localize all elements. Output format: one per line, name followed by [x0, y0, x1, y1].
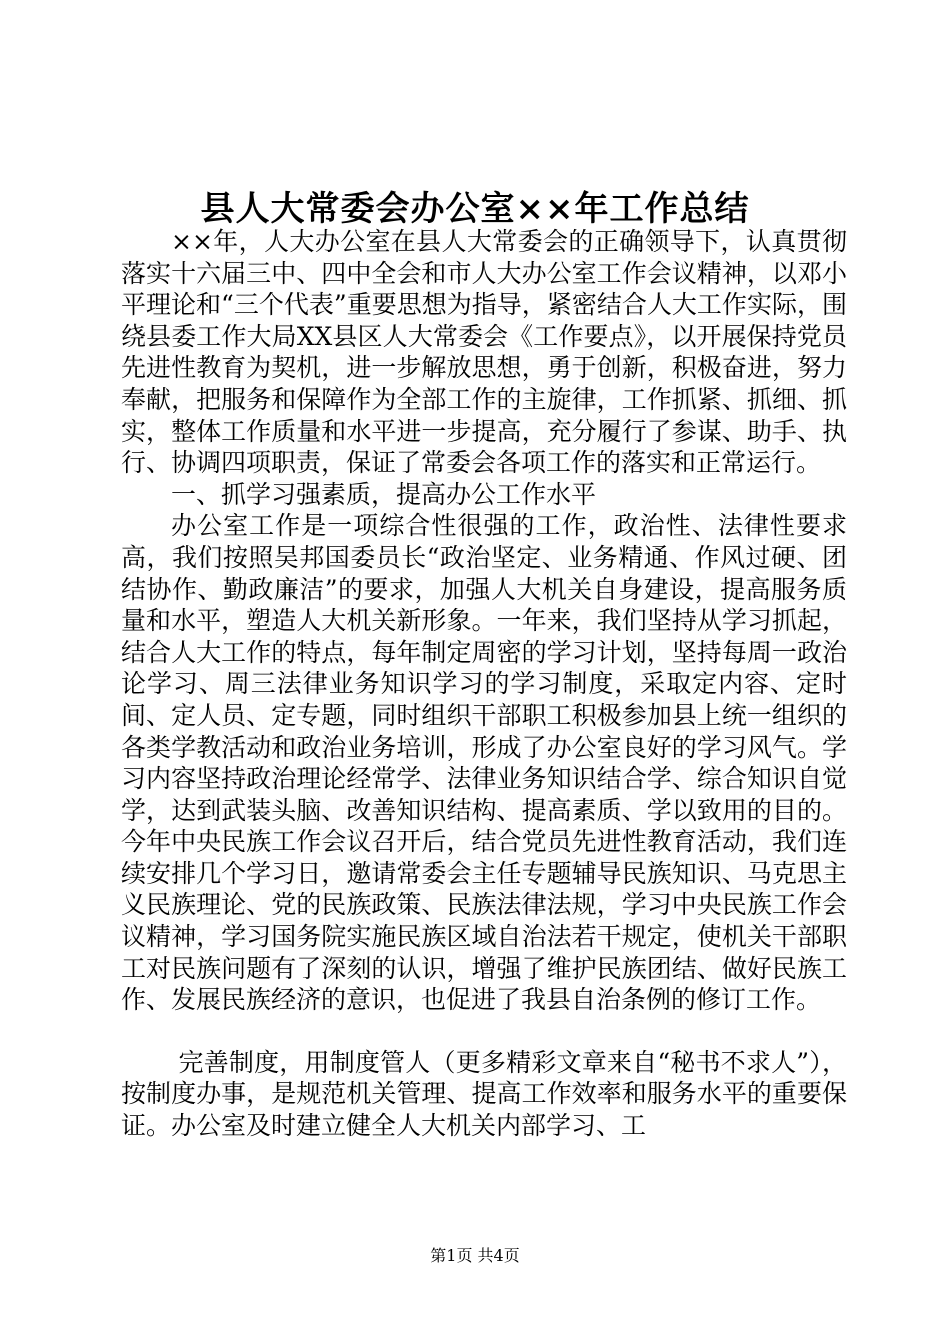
- paragraph-intro: ××年，人大办公室在县人大常委会的正确领导下，认真贯彻落实十六届三中、四中全会和市人大办公室工作会议精神，以邓小平理论和“三个代表”重要思想为指导，紧密结合人大工作实际，围绕县委工作大局XX县区人大常委会《工作要点》，以开展保持党员先进性教育为契机，进一步解放思想，勇于创新，积极奋进，努力奉献，把服务和保障作为全部工作的主旋律，工作抓紧、抓细、抓实，整体工作质量和水平进一步提高，充分履行了参谋、助手、执行、协调四项职责，保证了常委会各项工作的落实和正常运行。: [121, 227, 847, 478]
- document-title: 县人大常委会办公室××年工作总结: [200, 189, 750, 229]
- page-number-footer: 第1页 共4页: [430, 1246, 520, 1265]
- paragraph-system: 完善制度，用制度管人（更多精彩文章来自“秘书不求人”），按制度办事，是规范机关管理、提高工作效率和服务水平的重要保证。办公室及时建立健全人大机关内部学习、工: [121, 1047, 847, 1141]
- section-heading: 一、抓学习强素质，提高办公工作水平: [171, 479, 597, 509]
- paragraph-study: 办公室工作是一项综合性很强的工作，政治性、法律性要求高，我们按照吴邦国委员长“政治坚定、业务精通、作风过硬、团结协作、勤政廉洁”的要求，加强人大机关自身建设，提高服务质量和水平，塑造人大机关新形象。一年来，我们坚持从学习抓起，结合人大工作的特点，每年制定周密的学习计划，坚持每周一政治论学习、周三法律业务知识学习的学习制度，采取定内容、定时间、定人员、定专题，同时组织干部职工积极参加县上统一组织的各类学教活动和政治业务培训，形成了办公室良好的学习风气。学习内容坚持政治理论经常学、法律业务知识结合学、综合知识自觉学，达到武装头脑、改善知识结构、提高素质、学以致用的目的。今年中央民族工作会议召开后，结合党员先进性教育活动，我们连续安排几个学习日，邀请常委会主任专题辅导民族知识、马克思主义民族理论、党的民族政策、民族法律法规，学习中央民族工作会议精神，学习国务院实施民族区域自治法若干规定，使机关干部职工对民族问题有了深刻的认识，增强了维护民族团结、做好民族工作、发展民族经济的意识，也促进了我县自治条例的修订工作。: [121, 511, 847, 1015]
- document-body: [121, 226, 847, 1142]
